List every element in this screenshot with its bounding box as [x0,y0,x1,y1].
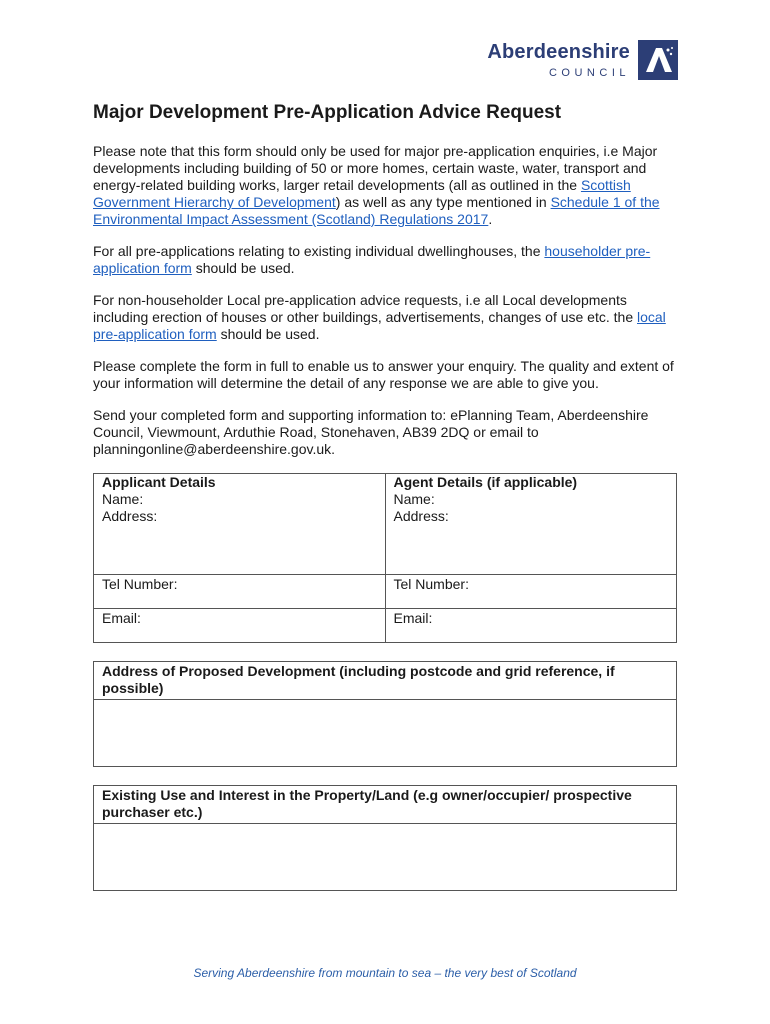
applicant-details-cell[interactable] [94,474,386,575]
applicant-email-label: Email: [102,610,141,626]
householder-text-1: For all pre-applications relating to existing individual dwellinghouses, the [93,243,545,259]
agent-tel-label: Tel Number: [393,576,469,592]
logo-badge-icon [638,40,678,80]
intro-text-2: ) as well as any type mentioned in [335,194,551,210]
existing-use-header: Existing Use and Interest in the Property/Land (e.g owner/occupier/ prospective purchaser etc.) [94,786,677,824]
logo-text [487,41,630,79]
applicant-tel-cell[interactable] [94,575,386,609]
local-text-1: For non-householder Local pre-application advice requests, i.e all Local developments including erection of houses or other buildings, advertisements, changes of use etc. the [93,292,637,325]
local-form-link[interactable]: local pre-application form [93,309,666,342]
householder-text-2: should be used. [191,260,295,276]
document-body [93,101,677,909]
applicant-name-label: Name: [102,491,144,507]
agent-email-cell[interactable] [385,609,677,643]
intro-paragraph [93,143,677,228]
intro-text-3: . [488,211,493,227]
logo-name: Aberdeenshire [487,41,630,63]
development-address-input-cell[interactable] [94,700,677,767]
householder-form-link[interactable]: householder pre-application form [93,243,651,276]
applicant-address-label: Address: [102,508,158,524]
agent-details-header: Agent Details (if applicable) [393,474,578,490]
eia-regulations-link[interactable]: Schedule 1 of the Environmental Impact Assessment (Scotland) Regulations 2017 [93,194,660,227]
submission-paragraph: Send your completed form and supporting information to: ePlanning Team, Aberdeenshire Council, Viewmount, Arduthie Road, Stonehaven, AB39 2DQ or email to planningonline@aberdeenshire.gov.uk. [93,407,649,457]
development-address-header: Address of Proposed Development (including postcode and grid reference, if possible) [94,662,677,700]
logo-a-icon [638,40,678,80]
applicant-email-cell[interactable] [94,609,386,643]
agent-address-label: Address: [393,508,449,524]
local-text-2: should be used. [216,326,320,342]
hierarchy-link[interactable]: Scottish Government Hierarchy of Development [93,177,631,210]
agent-email-label: Email: [393,610,433,626]
development-address-table [93,661,677,767]
agent-details-cell[interactable] [385,474,677,575]
local-paragraph [93,292,677,343]
footer-tagline: Serving Aberdeenshire from mountain to sea – the very best of Scotland [193,966,577,980]
page-title: Major Development Pre-Application Advice Request [93,102,562,123]
applicant-tel-label: Tel Number: [102,576,178,592]
intro-text-1: Please note that this form should only be used for major pre-application enquiries, i.e Major developments including building of 50 or more homes, certain waste, water, transport and energy-related building works, larger retail developments (all as outlined in the [93,143,658,193]
logo-subtitle: COUNCIL [548,67,630,79]
agent-name-label: Name: [393,491,435,507]
contact-details-table [93,473,677,643]
applicant-details-header: Applicant Details [102,474,216,490]
existing-use-table [93,785,677,891]
council-logo [487,40,678,80]
completion-paragraph: Please complete the form in full to enable us to answer your enquiry. The quality and extent of your information will determine the detail of any response we are able to give you. [93,358,674,391]
existing-use-input-cell[interactable] [94,824,677,891]
agent-tel-cell[interactable] [385,575,677,609]
householder-paragraph [93,243,677,277]
